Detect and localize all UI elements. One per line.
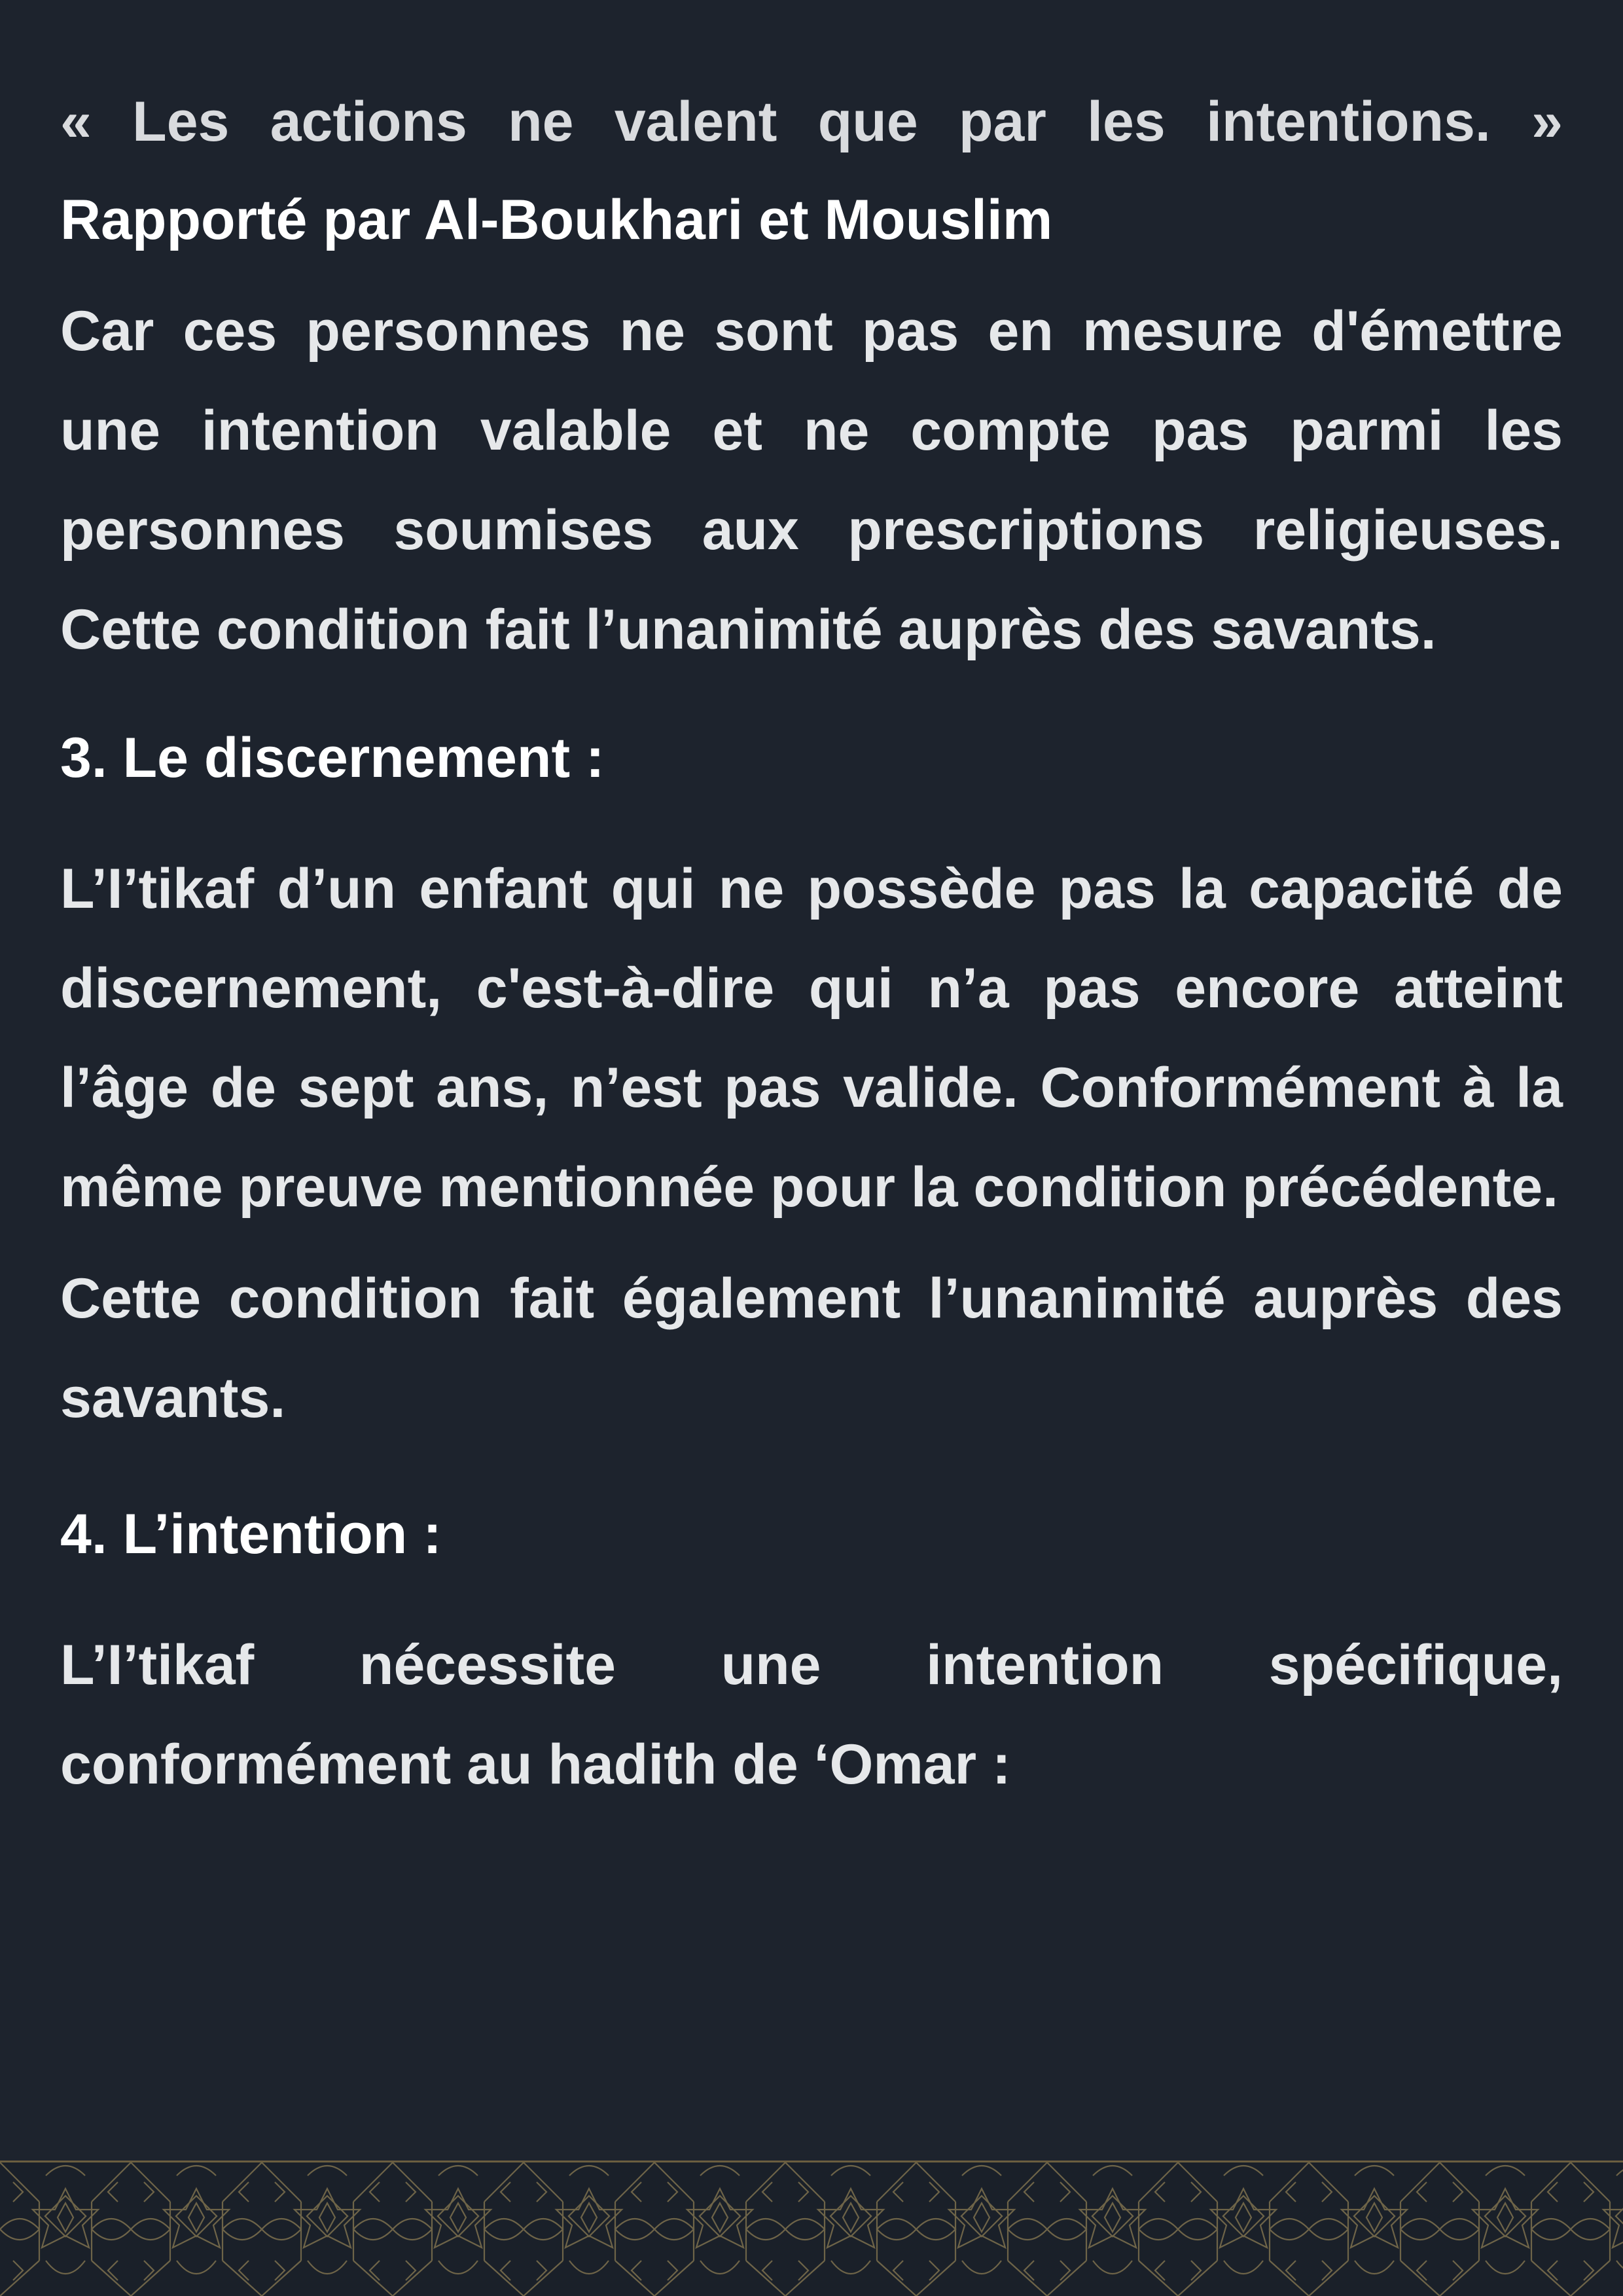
- section-heading-intention: 4. L’intention :: [60, 1503, 442, 1566]
- paragraph-intention: L’I’tikaf nécessite une intention spécifique, conformément au hadith de ‘Omar :: [60, 1634, 1563, 1796]
- geometric-pattern-icon: [0, 2162, 1623, 2296]
- hadith-quote: « Les actions ne valent que par les intentions. »: [60, 90, 1563, 153]
- quote-reference: Rapporté par Al-Boukhari et Mouslim: [60, 188, 1053, 251]
- paragraph-discernment: L’I’tikaf d’un enfant qui ne possède pas la capacité de discernement, c'est-à-dire qui n’a pas encore atteint l’âge de sept ans, n’est pas valide. Conformément à la même preuve mentionnée pour la condition précédente.: [60, 857, 1563, 1219]
- paragraph-conditions: Car ces personnes ne sont pas en mesure d'émettre une intention valable et ne compte pas parmi les personnes soumises aux prescriptions religieuses. Cette condition fait l’unanimité auprès des savants.: [60, 300, 1563, 661]
- paragraph-unanimity: Cette condition fait également l’unanimité auprès des savants.: [60, 1267, 1563, 1429]
- ornamental-footer-border: [0, 2161, 1623, 2296]
- page-content: [60, 72, 1563, 1814]
- section-heading-discernment: 3. Le discernement :: [60, 726, 605, 789]
